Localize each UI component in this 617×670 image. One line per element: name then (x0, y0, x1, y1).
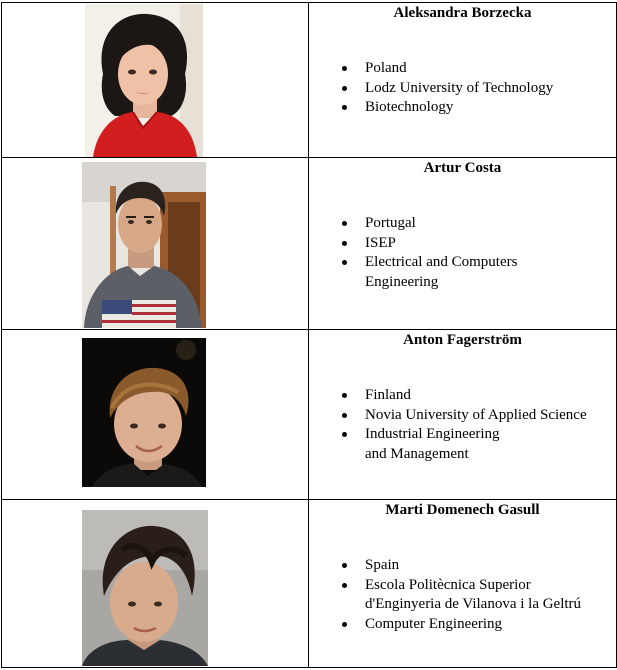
portrait-photo (82, 338, 206, 487)
table-row (2, 500, 617, 668)
info-cell (309, 500, 617, 668)
field-item: Biotechnology (309, 98, 616, 118)
field-item: Industrial Engineering and Management (309, 425, 616, 464)
portrait-photo (82, 510, 208, 666)
photo-cell (2, 3, 309, 158)
field-item: Electrical and Computers Engineering (309, 253, 616, 292)
info-cell (309, 3, 617, 158)
person-name: Anton Fagerström (403, 332, 522, 348)
field-item: Computer Engineering (309, 615, 616, 635)
country-item: Portugal (309, 214, 616, 234)
university-item: ISEP (309, 234, 616, 254)
portrait-photo (85, 4, 203, 157)
country-item: Finland (309, 386, 616, 406)
photo-cell (2, 330, 309, 500)
photo-cell (2, 158, 309, 330)
university-item: Novia University of Applied Science (309, 406, 616, 426)
country-item: Spain (309, 556, 616, 576)
facts-list (309, 386, 616, 464)
info-cell (309, 158, 617, 330)
photo-cell (2, 500, 309, 668)
facts-list (309, 59, 616, 118)
person-name: Artur Costa (423, 160, 502, 176)
table-row (2, 330, 617, 500)
table-row (2, 158, 617, 330)
person-name: Marti Domenech Gasull (385, 502, 540, 518)
student-roster-table (1, 2, 617, 668)
university-item: Lodz University of Technology (309, 79, 616, 99)
info-cell (309, 330, 617, 500)
table-row (2, 3, 617, 158)
university-item: Escola Politècnica Superior d'Enginyeria de Vilanova i la Geltrú (309, 576, 616, 615)
facts-list (309, 556, 616, 634)
person-name: Aleksandra Borzecka (393, 5, 532, 21)
country-item: Poland (309, 59, 616, 79)
facts-list (309, 214, 616, 292)
portrait-photo (82, 162, 206, 328)
